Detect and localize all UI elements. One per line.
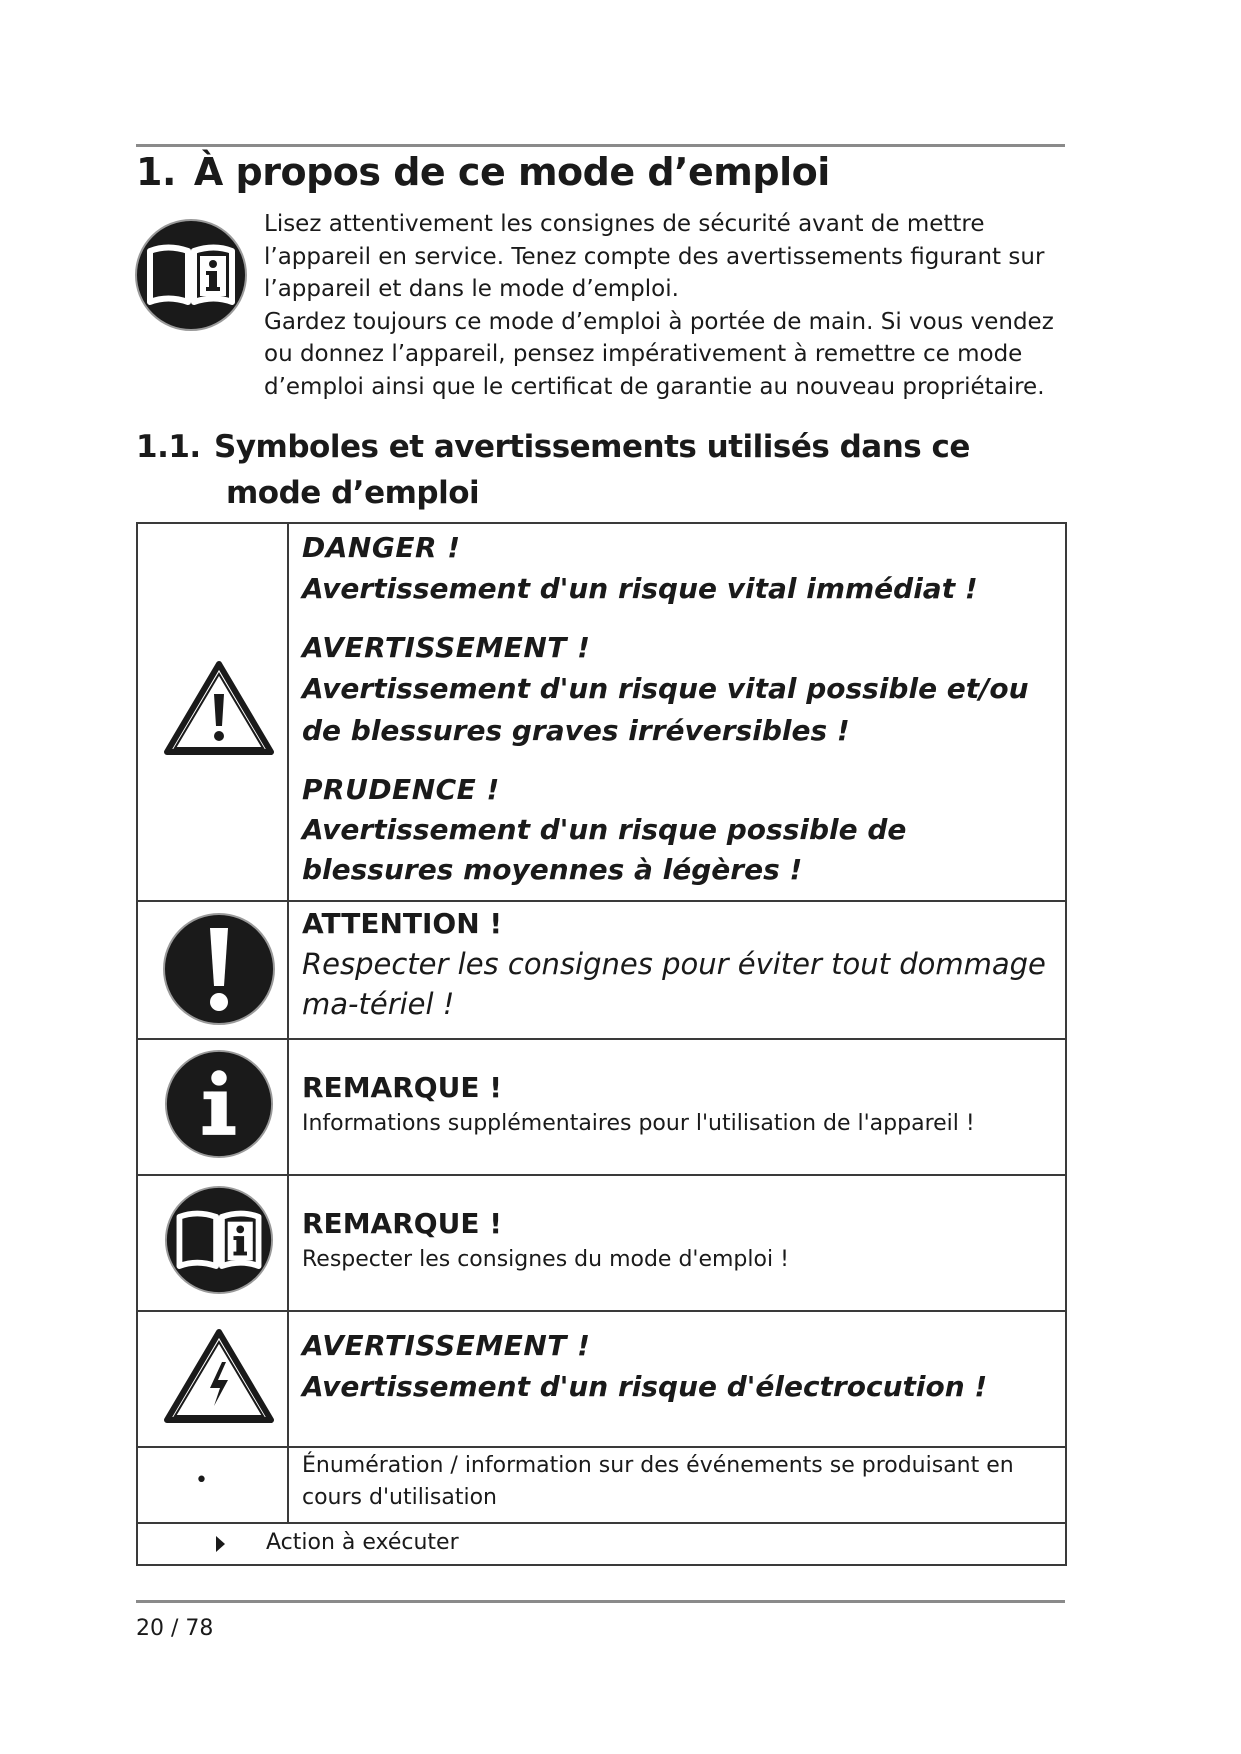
- danger-block: [302, 528, 1057, 610]
- intro-text: [264, 208, 1069, 403]
- electric-warning-block: [302, 1326, 1057, 1408]
- subsection-title-line1: Symboles et avertissements utilisés dans ce: [214, 429, 970, 465]
- remark-manual-block: [302, 1204, 1057, 1276]
- table-row: [138, 1038, 1065, 1174]
- electric-warning-icon: [162, 1326, 276, 1426]
- warning-block: [302, 628, 1057, 752]
- subsection-number: 1.1.: [136, 429, 201, 465]
- warning-text: Avertissement d'un risque vital possible et/ou de blessures graves irréversibles !: [302, 672, 1029, 747]
- top-rule: [136, 144, 1065, 147]
- remark-manual-text: Respecter les consignes du mode d'emploi !: [302, 1247, 789, 1272]
- exclamation-circle-icon: [162, 912, 276, 1026]
- table-row: [138, 1522, 1065, 1564]
- table-row: [138, 1446, 1065, 1522]
- caution-text: Avertissement d'un risque possible de blessures moyennes à légères !: [302, 813, 907, 886]
- table-row: [138, 900, 1065, 1038]
- intro-paragraph-1: Lisez attentivement les consignes de sécurité avant de mettre l’appareil en service. Tenez compte des avertissements figurant sur l’appareil et dans le mode d’emploi.: [264, 211, 1045, 302]
- warning-heading: AVERTISSEMENT !: [302, 631, 591, 664]
- remark-info-heading: REMARQUE !: [302, 1071, 502, 1104]
- caution-block: [302, 770, 1057, 890]
- subsection-title: [136, 424, 970, 516]
- bullet-symbol: •: [195, 1468, 208, 1493]
- symbols-table: [136, 522, 1067, 1566]
- page-title: [136, 150, 830, 194]
- arrow-right-icon: [216, 1536, 225, 1552]
- enumeration-text: Énumération / information sur des événements se produisant en cours d'utilisation: [302, 1453, 1014, 1510]
- info-circle-icon: [164, 1049, 274, 1159]
- remark-info-block: [302, 1068, 1057, 1140]
- section-title: À propos de ce mode d’emploi: [193, 150, 830, 194]
- table-row: [138, 1310, 1065, 1446]
- section-number: 1.: [136, 150, 176, 194]
- danger-heading: DANGER !: [302, 531, 461, 564]
- attention-block: [302, 904, 1057, 1024]
- subsection-title-line2: mode d’emploi: [226, 475, 480, 511]
- danger-text: Avertissement d'un risque vital immédiat !: [302, 572, 978, 605]
- intro-paragraph-2: Gardez toujours ce mode d’emploi à portée de main. Si vous vendez ou donnez l’appareil, pensez impérativement à remettre ce mode d’emploi ainsi que le certificat de garantie au nouveau propriétaire.: [264, 308, 1054, 400]
- action-text: Action à exécuter: [266, 1530, 459, 1555]
- remark-info-text: Informations supplémentaires pour l'utilisation de l'appareil !: [302, 1111, 975, 1136]
- remark-manual-heading: REMARQUE !: [302, 1207, 502, 1240]
- warning-triangle-icon: [162, 658, 276, 758]
- bottom-rule: [136, 1600, 1065, 1603]
- page-number: 20 / 78: [136, 1616, 214, 1641]
- electric-warning-text: Avertissement d'un risque d'électrocution !: [302, 1370, 988, 1403]
- table-row: [138, 1174, 1065, 1310]
- caution-heading: PRUDENCE !: [302, 773, 500, 806]
- attention-text: Respecter les consignes pour éviter tout dommage ma-tériel !: [302, 947, 1046, 1021]
- manual-info-icon: [134, 218, 248, 332]
- attention-heading: ATTENTION !: [302, 907, 503, 940]
- electric-warning-heading: AVERTISSEMENT !: [302, 1329, 591, 1362]
- table-row: [138, 524, 1065, 900]
- manual-info-icon: [164, 1185, 274, 1295]
